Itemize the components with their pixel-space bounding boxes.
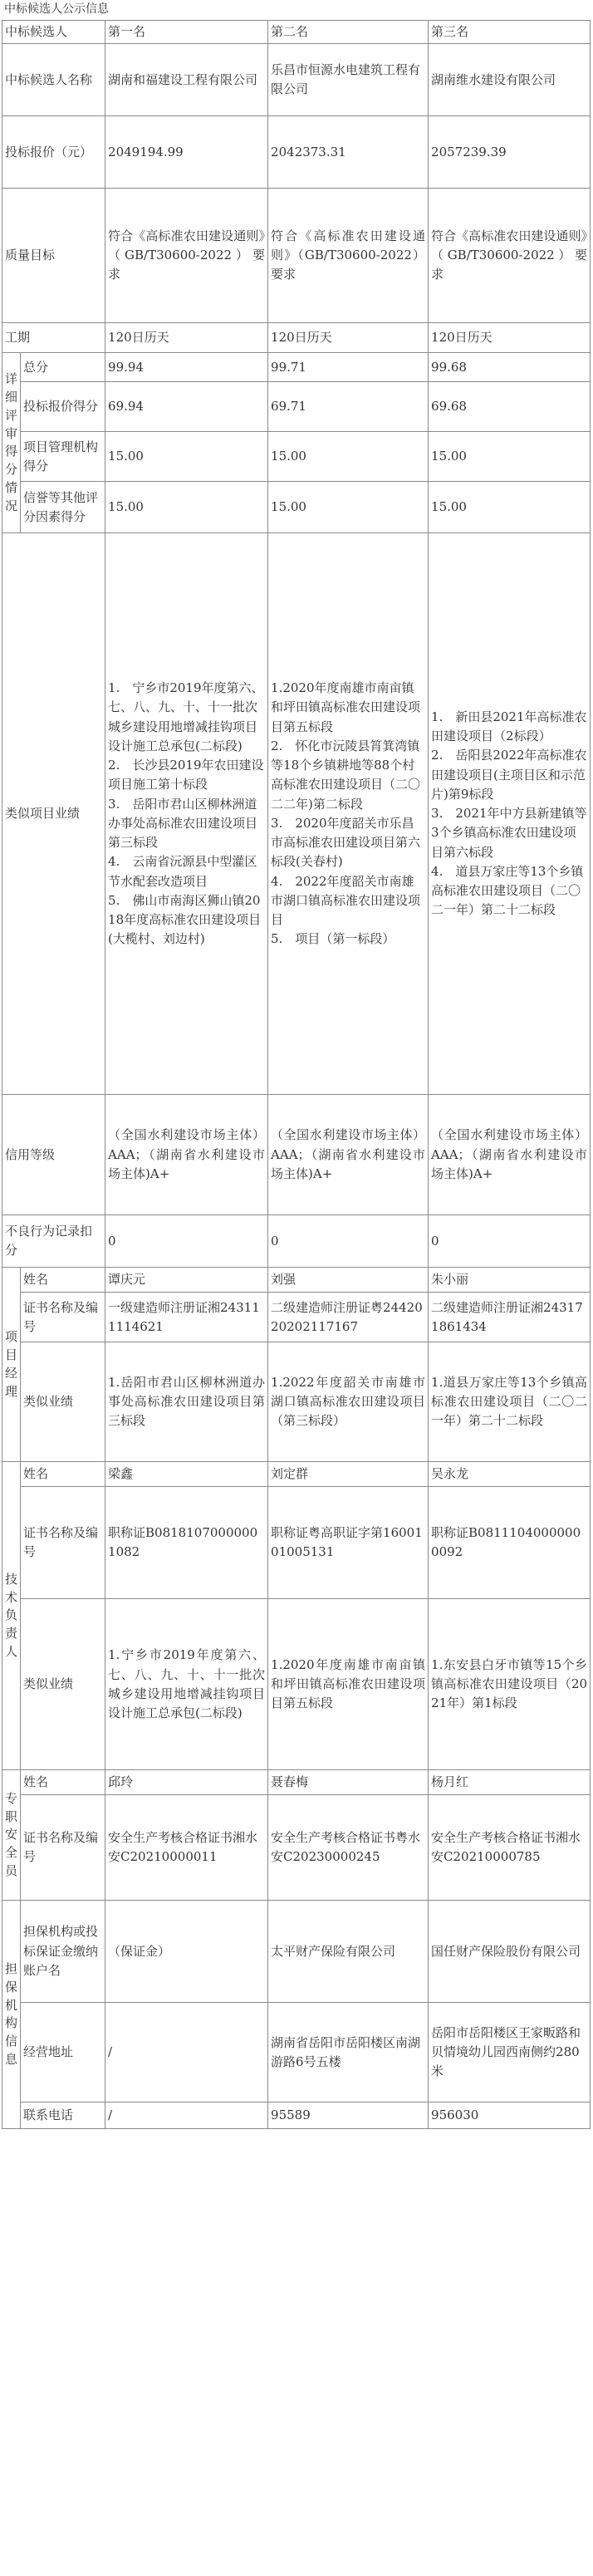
- list-item: 3. 岳阳市君山区柳林洲道办事处高标准农田建设项目第三标段: [108, 796, 258, 850]
- list-item: 4. 2022年度韶关市南雄市湖口镇高标准农田建设项目: [271, 873, 421, 927]
- score-other-row: [2, 482, 591, 533]
- performance: 1.宁乡市2019年度第六、七、八、九、十、十一批次城乡建设用地增减挂钩项目设计施工总承包(二标段): [105, 1599, 268, 1770]
- row-label: 类似业绩: [21, 1599, 105, 1770]
- cert-info: 安全生产考核合格证书粤水安C20230000245: [268, 1795, 429, 1901]
- cert-info: 安全生产考核合格证书湘水安C20210000785: [429, 1795, 591, 1901]
- cert-info: 职称证B08181070000001082: [105, 1487, 268, 1599]
- tech-perf-row: [2, 1599, 591, 1770]
- tech-lead-group-label: 技术负责人: [2, 1462, 21, 1770]
- cert-info: 二级建造师注册证湘243171861434: [429, 1293, 591, 1342]
- bid-price: 2042373.31: [268, 116, 429, 189]
- guarantor-phone: 956030: [429, 2103, 591, 2129]
- similar-projects-row: [2, 533, 591, 1095]
- quality-target: 符合《高标准农田建设通则》（GB/T30600-2022）要求: [105, 189, 268, 323]
- score-value: 99.94: [105, 353, 268, 382]
- bid-price: 2049194.99: [105, 116, 268, 189]
- candidate-name: 乐昌市恒源水电建筑工程有限公司: [268, 44, 429, 116]
- candidate-name: 湖南和福建设工程有限公司: [105, 44, 268, 116]
- guarantor-org: 国任财产保险股份有限公司: [429, 1901, 591, 2003]
- row-label: 证书名称及编号: [21, 1293, 105, 1342]
- person-name: 朱小丽: [429, 1268, 591, 1293]
- person-name: 杨月红: [429, 1770, 591, 1795]
- bad-behavior-row: [2, 1215, 591, 1268]
- row-label: 联系电话: [21, 2103, 105, 2129]
- list-item: 4. 道县万家庄等13个乡镇高标准农田建设项目（二〇二一年）第二十二标段: [431, 863, 584, 918]
- guarantor-address: 岳阳市岳阳楼区王家畈路和贝情境幼儿园西南侧约280米: [429, 2003, 591, 2103]
- guarantor-org-row: [2, 1901, 591, 2003]
- row-label: 姓名: [21, 1268, 105, 1293]
- row-label: 投标报价得分: [21, 382, 105, 432]
- score-value: 69.71: [268, 382, 429, 432]
- person-name: 聂春梅: [268, 1770, 429, 1795]
- pm-name-row: [2, 1268, 591, 1293]
- list-item: 5. 佛山市南海区狮山镇2018年度高标准农田建设项目(大榄村、刘边村): [108, 892, 262, 947]
- safety-officer-group-label: 专职安全员: [2, 1770, 21, 1901]
- score-value: 15.00: [429, 482, 591, 533]
- score-org-row: [2, 432, 591, 482]
- bid-price: 2057239.39: [429, 116, 591, 189]
- guarantor-org: （保证金）: [105, 1901, 268, 2003]
- similar-projects-1: [105, 533, 268, 1095]
- performance: 1.道县万家庄等13个乡镇高标准农田建设项目（二〇二一年）第二十二标段: [429, 1342, 591, 1462]
- list-item: 2. 岳阳县2022年高标准农田建设项目(主项目区和示范片)第9标段: [431, 748, 587, 802]
- list-item: 4. 云南省沅源县中型灌区节水配套改造项目: [108, 854, 257, 889]
- person-name: 谭庆元: [105, 1268, 268, 1293]
- duration: 120日历天: [268, 323, 429, 353]
- person-name: 邱玲: [105, 1770, 268, 1795]
- guarantor-phone: /: [105, 2103, 268, 2129]
- row-label: 经营地址: [21, 2003, 105, 2103]
- duration-row: [2, 323, 591, 353]
- score-value: 15.00: [105, 482, 268, 533]
- guarantor-address: 湖南省岳阳市岳阳楼区南湖游路6号五楼: [268, 2003, 429, 2103]
- list-item: 3. 2021年中方县新建镇等3个乡镇高标准农田建设项目第六标段: [431, 806, 587, 860]
- cert-info: 安全生产考核合格证书湘水安C20210000011: [105, 1795, 268, 1901]
- score-value: 15.00: [268, 482, 429, 533]
- bid-price-row: [2, 116, 591, 189]
- guarantor-org: 太平财产保险有限公司: [268, 1901, 429, 2003]
- rank-2: 第二名: [268, 21, 429, 44]
- cert-info: 一级建造师注册证湘243111114621: [105, 1293, 268, 1342]
- similar-projects-3: [429, 533, 591, 1095]
- row-label: 项目管理机构得分: [21, 432, 105, 482]
- safety-name-row: [2, 1770, 591, 1795]
- score-total-row: [2, 353, 591, 382]
- row-label: 信誉等其他评分因素得分: [21, 482, 105, 533]
- project-manager-group-label: 项目经理: [2, 1268, 21, 1462]
- row-label: 投标报价（元）: [2, 116, 105, 189]
- row-label: 姓名: [21, 1770, 105, 1795]
- tech-cert-row: [2, 1487, 591, 1599]
- row-label: 证书名称及编号: [21, 1795, 105, 1901]
- guarantor-addr-row: [2, 2003, 591, 2103]
- similar-projects-2: [268, 533, 429, 1095]
- deduction: 0: [105, 1215, 268, 1268]
- credit-rating: （全国水利建设市场主体）AAA；（湖南省水利建设市场主体)A+: [429, 1095, 591, 1215]
- quality-target: 符合《高标准农田建设通则》（GB/T30600-2022）要求: [429, 189, 591, 323]
- quality-row: [2, 189, 591, 323]
- row-label: 不良行为记录扣分: [2, 1215, 105, 1268]
- row-label: 担保机构或投标保证金缴纳账户名: [21, 1901, 105, 2003]
- list-item: 2. 怀化市沅陵县筲箕湾镇等18个乡镇耕地等88个村高标准农田建设项目（二〇二二年)第二标段: [271, 738, 421, 812]
- score-price-row: [2, 382, 591, 432]
- row-label: 质量目标: [2, 189, 105, 323]
- guarantor-group-label: 担保机构信息: [2, 1901, 21, 2129]
- candidate-name: 湖南维水建设有限公司: [429, 44, 591, 116]
- row-label: 证书名称及编号: [21, 1487, 105, 1599]
- score-value: 69.94: [105, 382, 268, 432]
- cert-info: 二级建造师注册证粤2442020202117167: [268, 1293, 429, 1342]
- tech-name-row: [2, 1462, 591, 1487]
- deduction: 0: [268, 1215, 429, 1268]
- credit-rating: （全国水利建设市场主体）AAA；（湖南省水利建设市场主体)A+: [268, 1095, 429, 1215]
- row-label: 工期: [2, 323, 105, 353]
- list-item: 3. 2020年度韶关市乐昌市高标准农田建设项目第六标段(关春村): [271, 815, 421, 870]
- scoring-group-label: 详细评审得分情况: [2, 353, 21, 533]
- list-item: 2. 长沙县2019年农田建设项目施工第十标段: [108, 758, 264, 792]
- list-item: 1. 新田县2021年高标准农田建设项目（2标段）: [431, 709, 587, 744]
- row-label: 类似项目业绩: [2, 533, 105, 1095]
- guarantor-phone: 95589: [268, 2103, 429, 2129]
- row-label: 总分: [21, 353, 105, 382]
- score-value: 15.00: [268, 432, 429, 482]
- guarantor-phone-row: [2, 2103, 591, 2129]
- header-row: [2, 21, 591, 44]
- performance: 1.东安县白牙市镇等15个乡镇高标准农田建设项目（2021年）第1标段: [429, 1599, 591, 1770]
- list-item: 1.2020年度南雄市南亩镇和坪田镇高标准农田建设项目第五标段: [271, 680, 421, 734]
- person-name: 刘定群: [268, 1462, 429, 1487]
- score-value: 15.00: [429, 432, 591, 482]
- row-label: 姓名: [21, 1462, 105, 1487]
- candidate-name-row: [2, 44, 591, 116]
- guarantor-address: /: [105, 2003, 268, 2103]
- deduction: 0: [429, 1215, 591, 1268]
- cert-info: 职称证粤高职证字第1600101005131: [268, 1487, 429, 1599]
- rank-3: 第三名: [429, 21, 591, 44]
- performance: 1.岳阳市君山区柳林洲道办事处高标准农田建设项目第三标段: [105, 1342, 268, 1462]
- safety-cert-row: [2, 1795, 591, 1901]
- person-name: 梁鑫: [105, 1462, 268, 1487]
- performance: 1.2020年度南雄市南亩镇和坪田镇高标准农田建设项目第五标段: [268, 1599, 429, 1770]
- row-label: 类似业绩: [21, 1342, 105, 1462]
- score-value: 69.68: [429, 382, 591, 432]
- duration: 120日历天: [105, 323, 268, 353]
- cert-info: 职称证B08111040000000092: [429, 1487, 591, 1599]
- score-value: 15.00: [105, 432, 268, 482]
- list-item: 1. 宁乡市2019年度第六、七、八、九、十、十一批次城乡建设用地增减挂钩项目设计施工总承包(二标段): [108, 680, 264, 753]
- score-value: 99.71: [268, 353, 429, 382]
- pm-cert-row: [2, 1293, 591, 1342]
- row-label: 中标候选人名称: [2, 44, 105, 116]
- list-item: 5. 项目（第一标段）: [271, 931, 395, 947]
- person-name: 吴永龙: [429, 1462, 591, 1487]
- row-label: 信用等级: [2, 1095, 105, 1215]
- page-title: 中标候选人公示信息: [4, 2, 109, 16]
- award-table: [2, 20, 591, 2129]
- header-label: 中标候选人: [2, 21, 105, 44]
- duration: 120日历天: [429, 323, 591, 353]
- quality-target: 符合《高标准农田建设通则》（GB/T30600-2022）要求: [268, 189, 429, 323]
- person-name: 刘强: [268, 1268, 429, 1293]
- credit-rating: （全国水利建设市场主体）AAA；（湖南省水利建设市场主体)A+: [105, 1095, 268, 1215]
- performance: 1.2022年度韶关市南雄市湖口镇高标准农田建设项目（第三标段）: [268, 1342, 429, 1462]
- rank-1: 第一名: [105, 21, 268, 44]
- pm-perf-row: [2, 1342, 591, 1462]
- score-value: 99.68: [429, 353, 591, 382]
- credit-row: [2, 1095, 591, 1215]
